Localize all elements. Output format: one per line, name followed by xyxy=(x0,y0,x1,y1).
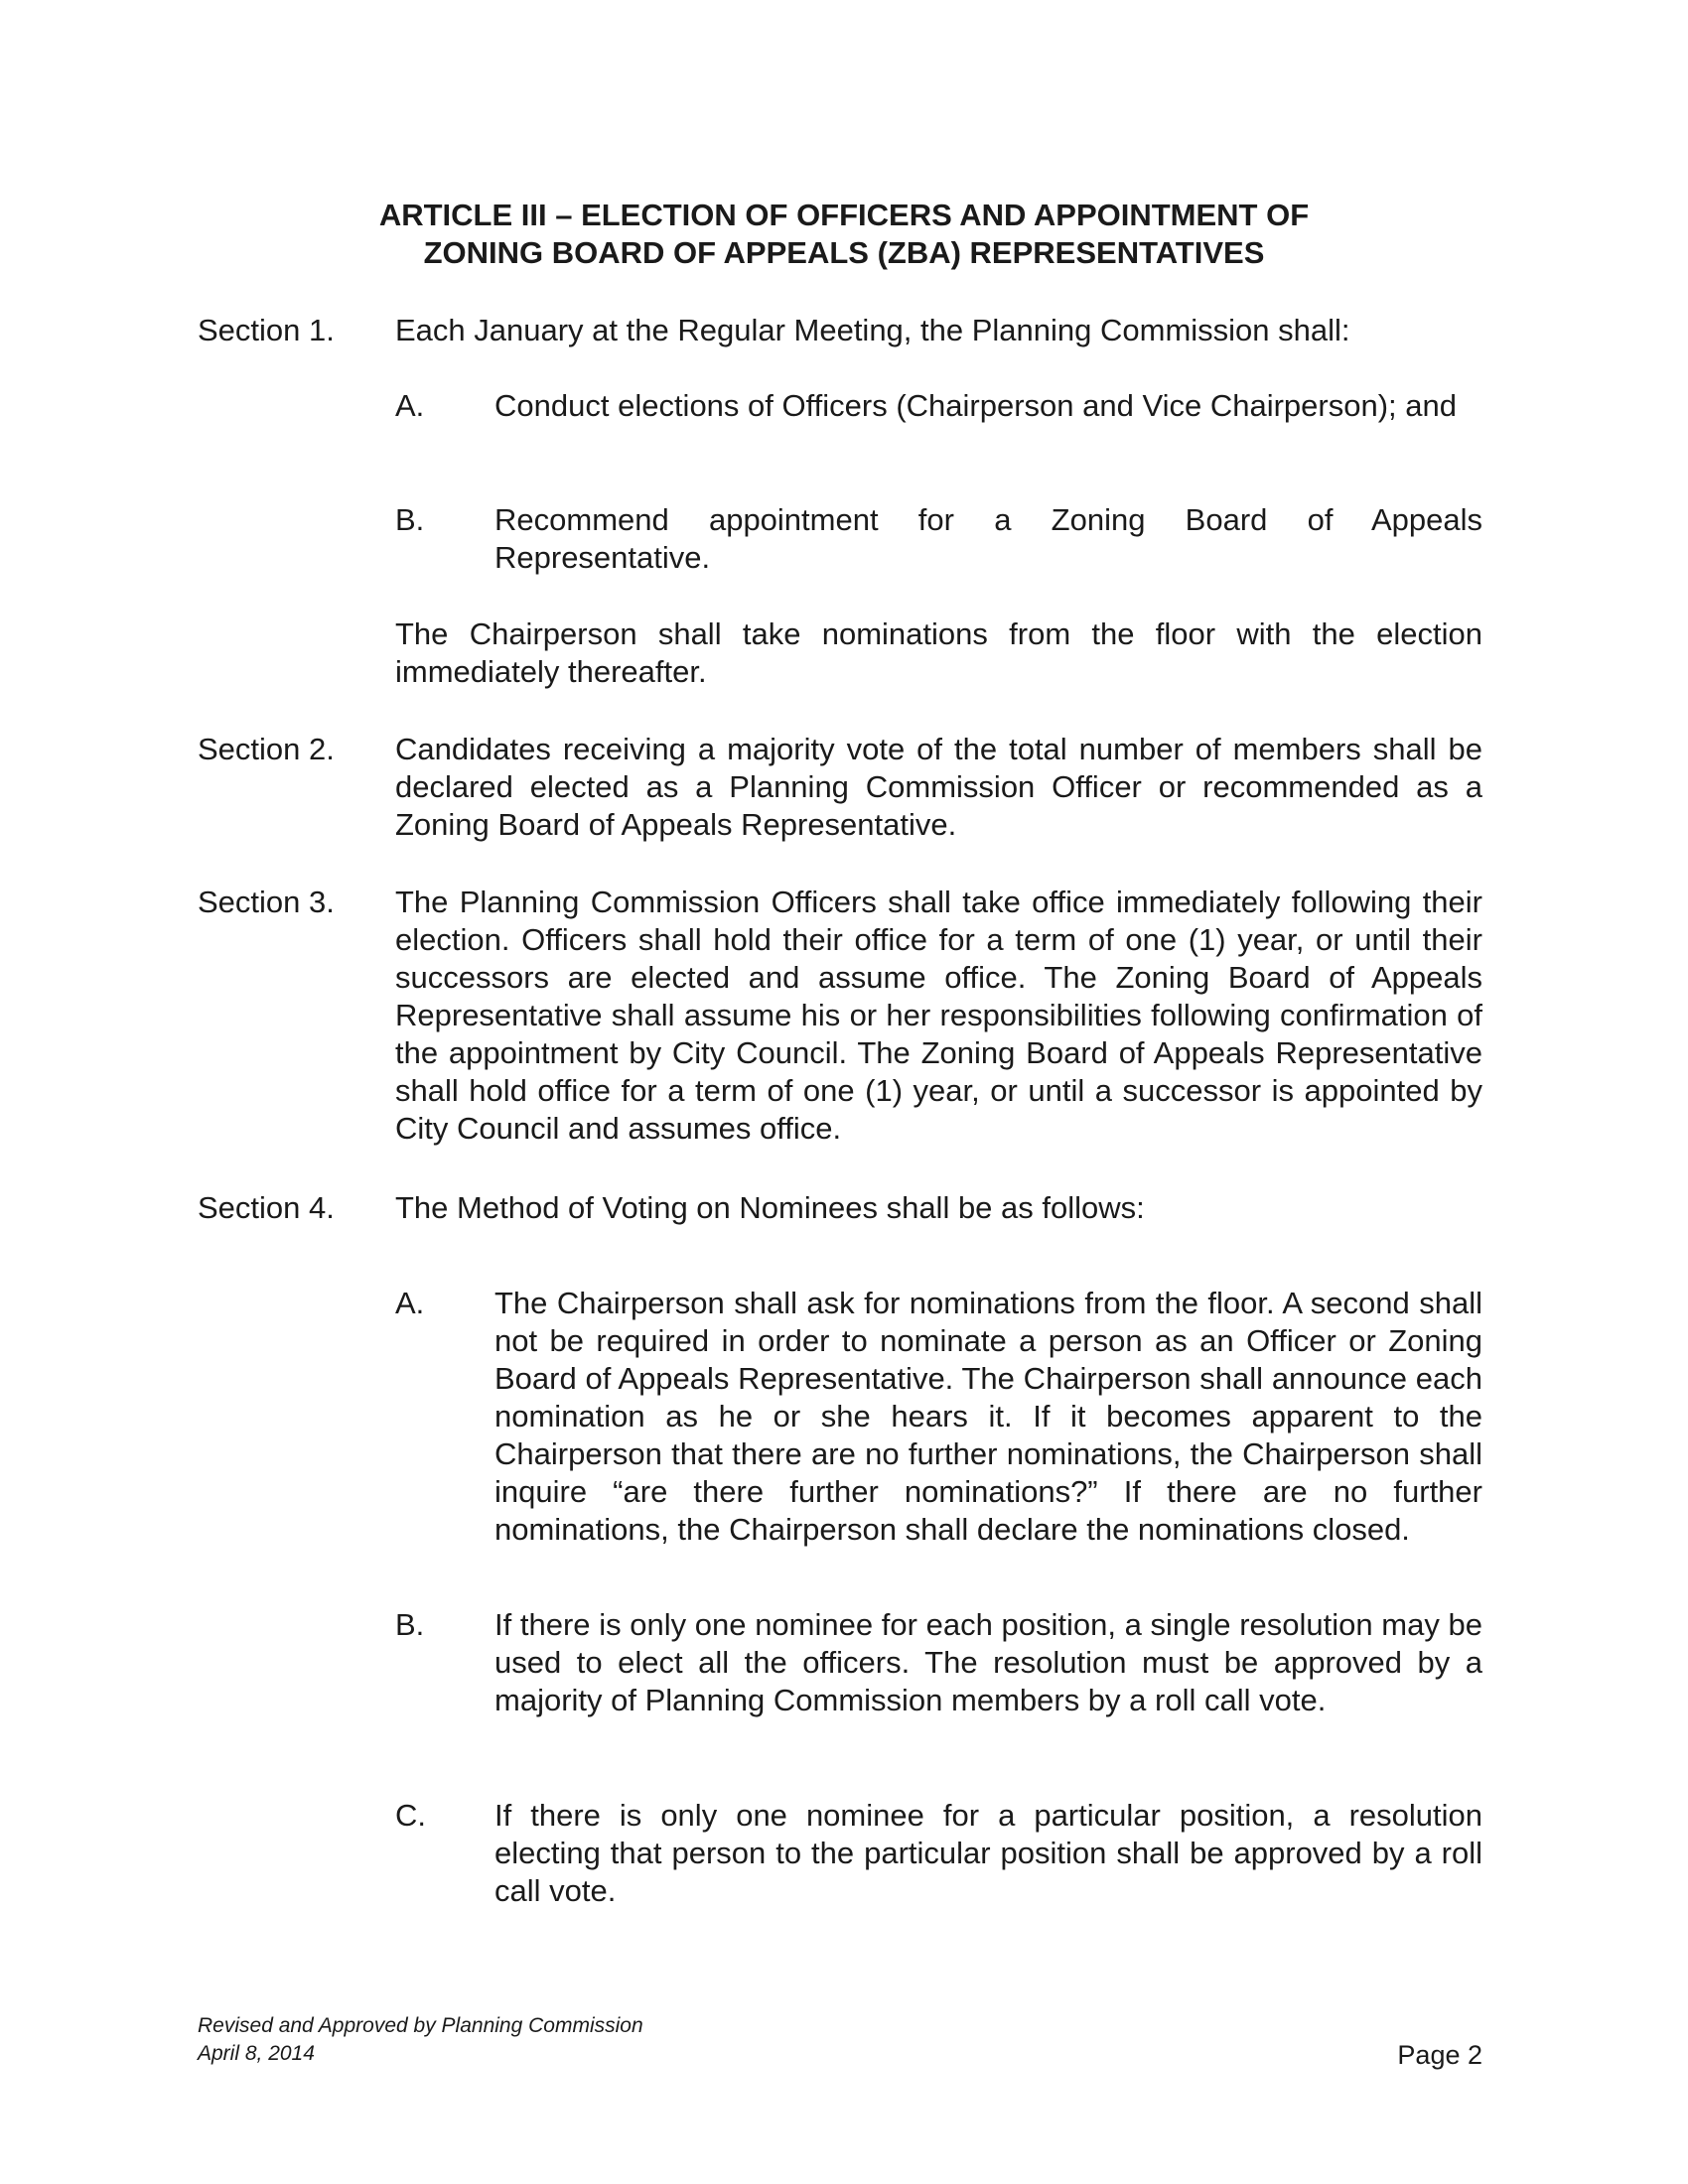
section-4-item-b-text: If there is only one nominee for each position, a single resolution may be used to elect all the officers. The resolution must be approved by a majority of Planning Commission members by a roll call vote. xyxy=(494,1607,1482,1717)
section-4-intro: The Method of Voting on Nominees shall be as follows: xyxy=(395,1190,1145,1225)
revision-note-line-1: Revised and Approved by Planning Commission xyxy=(198,2014,643,2037)
page-number: Page 2 xyxy=(1397,2040,1482,2070)
article-heading xyxy=(0,197,1688,272)
revision-note xyxy=(198,2012,643,2068)
section-1-label: Section 1. xyxy=(198,313,335,347)
section-4-label: Section 4. xyxy=(198,1190,335,1225)
article-heading-line-1: ARTICLE III – ELECTION OF OFFICERS AND APPOINTMENT OF xyxy=(378,198,1310,232)
section-4-item-c-letter: C. xyxy=(395,1798,426,1833)
revision-date: April 8, 2014 xyxy=(198,2042,315,2065)
section-1-item-b-text: Recommend appointment for a Zoning Board of Appeals Representative. xyxy=(494,502,1482,575)
section-2-label: Section 2. xyxy=(198,732,335,766)
section-1-intro: Each January at the Regular Meeting, the Planning Commission shall: xyxy=(395,313,1350,347)
article-heading-line-2: ZONING BOARD OF APPEALS (ZBA) REPRESENTATIVES xyxy=(423,235,1265,270)
section-1-item-a-text: Conduct elections of Officers (Chairperson and Vice Chairperson); and xyxy=(494,388,1457,423)
section-3-text: The Planning Commission Officers shall take office immediately following their election. Officers shall hold their office for a term of one (1) year, or until their successors are elected and assume office. The Zoning Board of Appeals Representative shall assume his or her responsibilities following confirmation of the appointment by City Council. The Zoning Board of Appeals Representative shall hold office for a term of one (1) year, or until a successor is appointed by City Council and assumes office. xyxy=(395,885,1482,1146)
section-4-item-c-text: If there is only one nominee for a particular position, a resolution electing that person to the particular position shall be approved by a roll call vote. xyxy=(494,1798,1482,1908)
section-1-item-a-letter: A. xyxy=(395,388,425,423)
section-3-label: Section 3. xyxy=(198,885,335,919)
section-2-text: Candidates receiving a majority vote of the total number of members shall be declared elected as a Planning Commission Officer or recommended as a Zoning Board of Appeals Representative. xyxy=(395,732,1482,842)
section-1-item-b-letter: B. xyxy=(395,502,425,537)
section-4-item-b-letter: B. xyxy=(395,1607,425,1642)
section-4-item-a-letter: A. xyxy=(395,1286,425,1320)
section-4-item-a-text: The Chairperson shall ask for nominations from the floor. A second shall not be required in order to nominate a person as an Officer or Zoning Board of Appeals Representative. The Chairperson shall announce each nomination as he or she hears it. If it becomes apparent to the Chairperson that there are no further nominations, the Chairperson shall inquire “are there further nominations?” If there are no further nominations, the Chairperson shall declare the nominations closed. xyxy=(494,1286,1482,1547)
section-1-closing: The Chairperson shall take nominations from the floor with the election immediately thereafter. xyxy=(395,616,1482,689)
